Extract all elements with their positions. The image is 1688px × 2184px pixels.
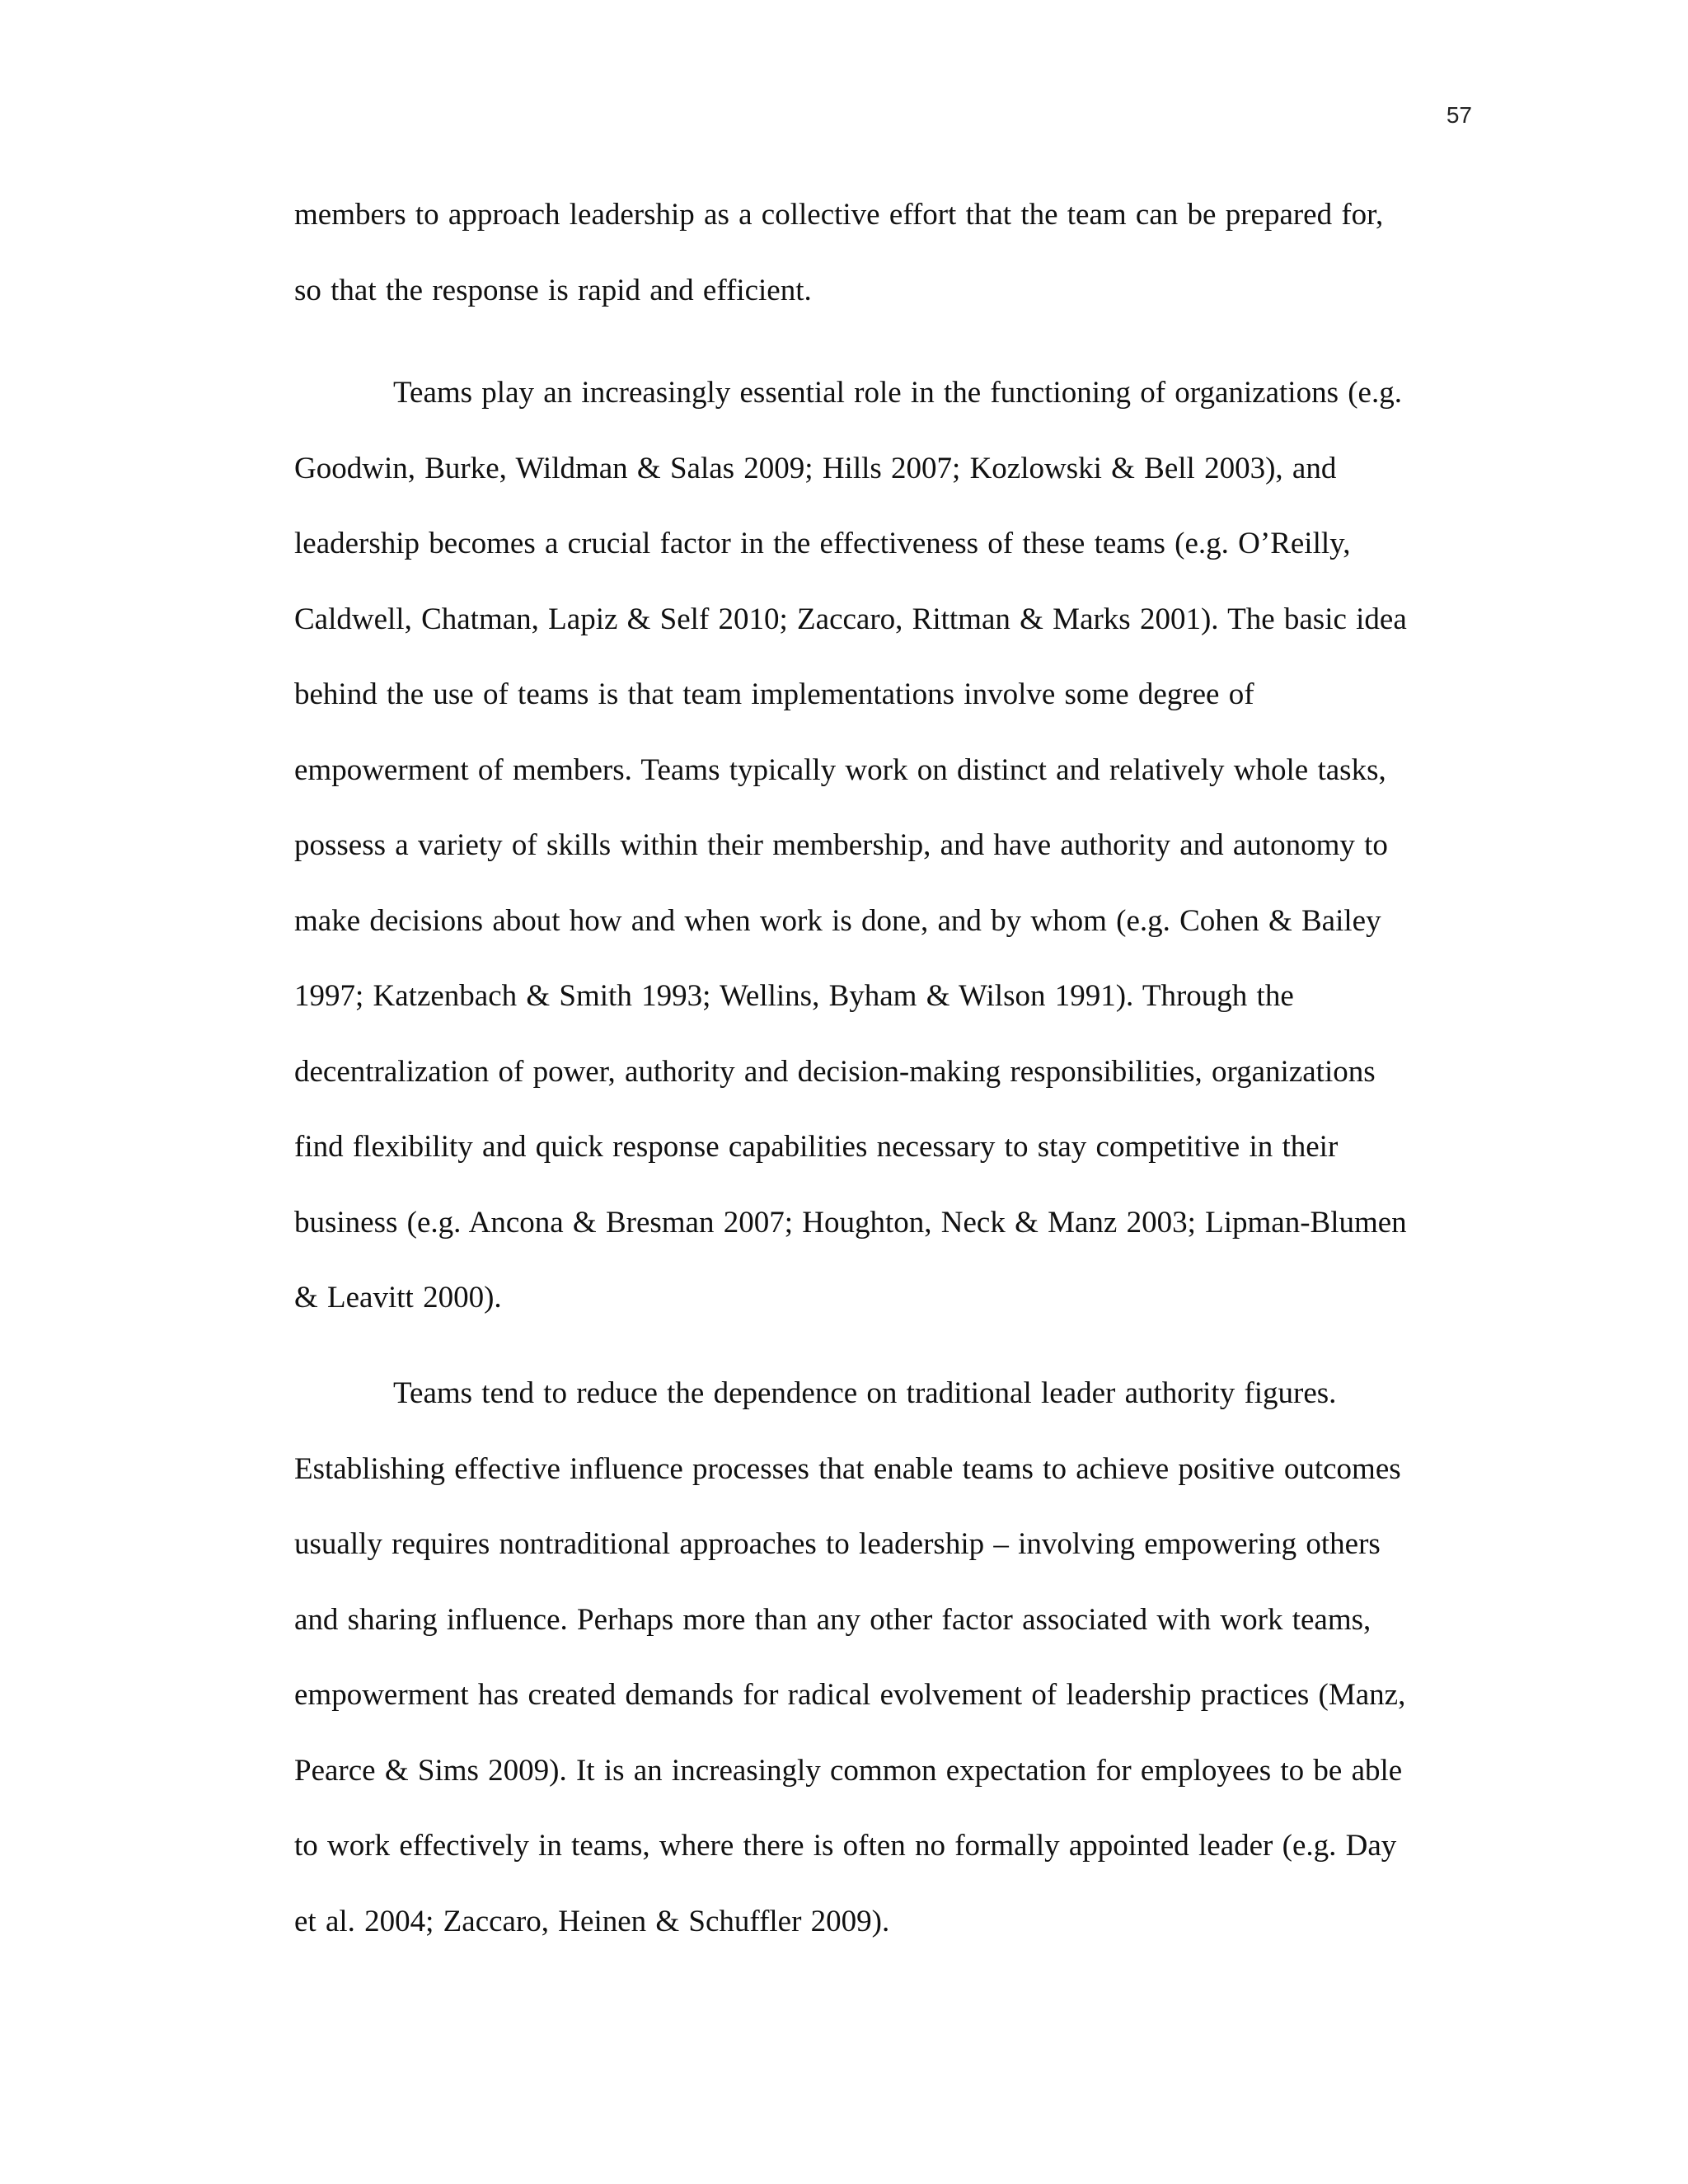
text-line: Teams tend to reduce the dependence on traditional leader authority figures. [393,1376,1337,1410]
text-line: decentralization of power, authority and decision-making responsibilities, organizations [294,1054,1376,1089]
text-line: find flexibility and quick response capabilities necessary to stay competitive in their [294,1130,1339,1164]
page-number: 57 [1446,102,1472,128]
text-line: usually requires nontraditional approaches to leadership – involving empowering others [294,1527,1381,1561]
text-line: 1997; Katzenbach & Smith 1993; Wellins, Byham & Wilson 1991). Through the [294,979,1294,1013]
text-line: Establishing effective influence processes that enable teams to achieve positive outcomes [294,1451,1401,1486]
text-line: business (e.g. Ancona & Bresman 2007; Houghton, Neck & Manz 2003; Lipman-Blumen [294,1205,1407,1240]
body-paragraph-2 [294,1356,1465,1959]
continuation-paragraph [294,177,1465,328]
text-line: et al. 2004; Zaccaro, Heinen & Schuffler 2009). [294,1904,890,1938]
text-line: to work effectively in teams, where there is often no formally appointed leader (e.g. Day [294,1829,1397,1863]
text-line: Pearce & Sims 2009). It is an increasingly common expectation for employees to be able [294,1753,1403,1788]
text-line: & Leavitt 2000). [294,1281,502,1315]
text-line: empowerment has created demands for radical evolvement of leadership practices (Manz, [294,1678,1406,1712]
text-line: leadership becomes a crucial factor in the effectiveness of these teams (e.g. O’Reilly, [294,527,1351,560]
text-line: members to approach leadership as a collective effort that the team can be prepared for, [294,198,1384,232]
text-line: behind the use of teams is that team implementations involve some degree of [294,677,1254,711]
text-line: empowerment of members. Teams typically work on distinct and relatively whole tasks, [294,752,1386,787]
body-paragraph-1 [294,355,1465,1336]
text-line: make decisions about how and when work is done, and by whom (e.g. Cohen & Bailey [294,903,1381,938]
text-line: possess a variety of skills within their membership, and have authority and autonomy to [294,828,1388,862]
text-line: Teams play an increasingly essential role in the functioning of organizations (e.g. [393,376,1402,410]
text-line: Caldwell, Chatman, Lapiz & Self 2010; Zaccaro, Rittman & Marks 2001). The basic idea [294,602,1407,636]
text-line: and sharing influence. Perhaps more than any other factor associated with work teams, [294,1602,1372,1637]
text-line: Goodwin, Burke, Wildman & Salas 2009; Hills 2007; Kozlowski & Bell 2003), and [294,451,1337,485]
text-line: so that the response is rapid and efficient. [294,273,812,307]
